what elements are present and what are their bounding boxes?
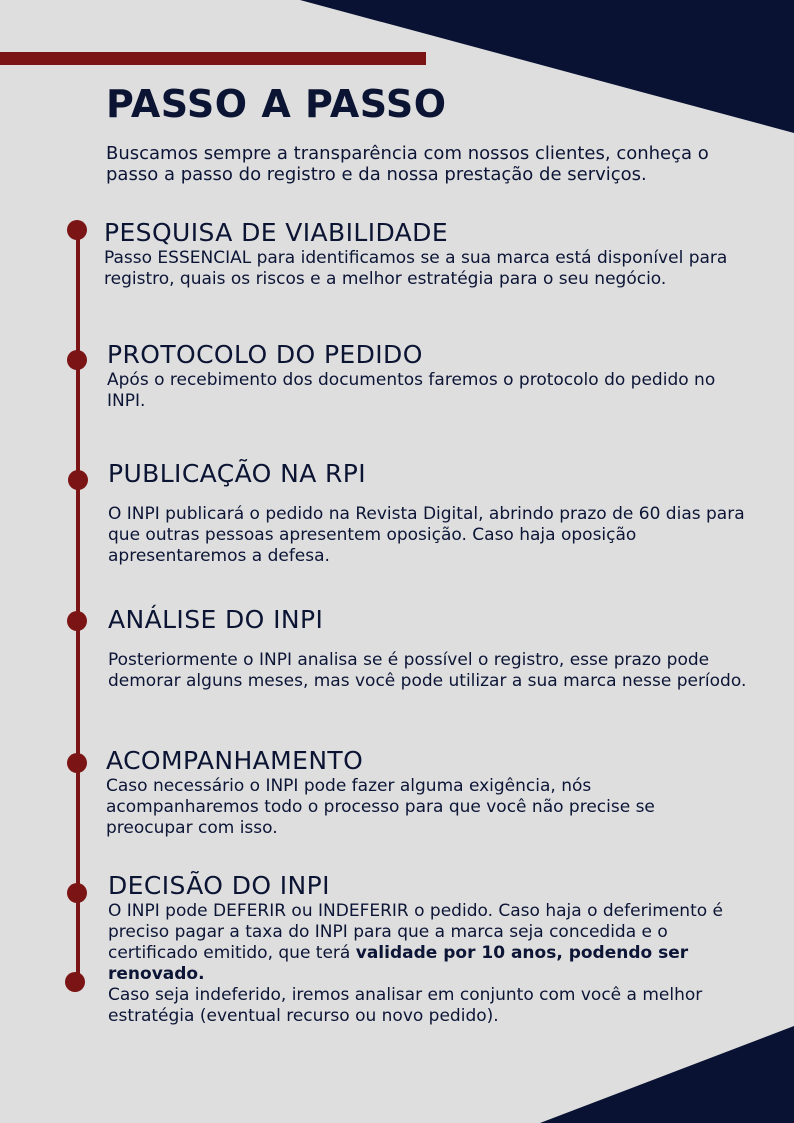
timeline-dot [67, 611, 87, 631]
timeline-dot [68, 470, 88, 490]
intro-text: Buscamos sempre a transparência com nossos clientes, conheça o passo a passo do registro e da nossa prestação de serviços. [106, 143, 709, 185]
step-title: DECISÃO DO INPI [108, 871, 330, 900]
timeline-dot [67, 753, 87, 773]
step-protocolo-do-pedido [107, 340, 747, 412]
step-description: Caso necessário o INPI pode fazer alguma exigência, nós acompanharemos todo o processo para que você não precise se preocupar com isso. [106, 776, 655, 838]
step-title: ACOMPANHAMENTO [106, 746, 364, 775]
red-accent-bar [0, 52, 426, 65]
decision-text: O INPI pode DEFERIR ou INDEFERIR o pedido. Caso haja o deferimento é preciso pagar a taxa do INPI para que a marca seja concedida e o certificado emitido, que terá [108, 901, 724, 963]
step-title: PROTOCOLO DO PEDIDO [107, 340, 423, 369]
step-publicacao-na-rpi [108, 459, 748, 567]
timeline-dot [67, 883, 87, 903]
step-description: O INPI publicará o pedido na Revista Digital, abrindo prazo de 60 dias para que outras pessoas apresentem oposição. Caso haja oposição apresentaremos a defesa. [108, 504, 745, 566]
timeline-dot [67, 350, 87, 370]
rejection-text: Caso seja indeferido, iremos analisar em conjunto com você a melhor estratégia (eventual recurso ou novo pedido). [108, 985, 703, 1026]
step-description [108, 901, 748, 1027]
step-title: PESQUISA DE VIABILIDADE [104, 218, 449, 247]
step-decisao-do-inpi [108, 871, 748, 1027]
validity-highlight: validade por 10 anos, podendo ser renovado. [108, 943, 689, 984]
step-pesquisa-de-viabilidade [104, 218, 744, 290]
step-title: ANÁLISE DO INPI [108, 605, 324, 634]
step-description: Após o recebimento dos documentos faremos o protocolo do pedido no INPI. [107, 370, 716, 411]
timeline-end-dot [65, 972, 85, 992]
step-analise-do-inpi [108, 605, 748, 692]
step-title: PUBLICAÇÃO NA RPI [108, 459, 367, 488]
page-title: PASSO A PASSO [106, 82, 447, 126]
step-description: Posteriormente o INPI analisa se é possível o registro, esse prazo pode demorar alguns meses, mas você pode utilizar a sua marca nesse período. [108, 650, 747, 691]
timeline-line [76, 231, 80, 983]
step-acompanhamento [106, 746, 746, 839]
step-description: Passo ESSENCIAL para identificamos se a sua marca está disponível para registro, quais os riscos e a melhor estratégia para o seu negócio. [104, 248, 728, 289]
timeline-dot [67, 220, 87, 240]
bottom-right-navy-triangle [540, 1026, 794, 1123]
